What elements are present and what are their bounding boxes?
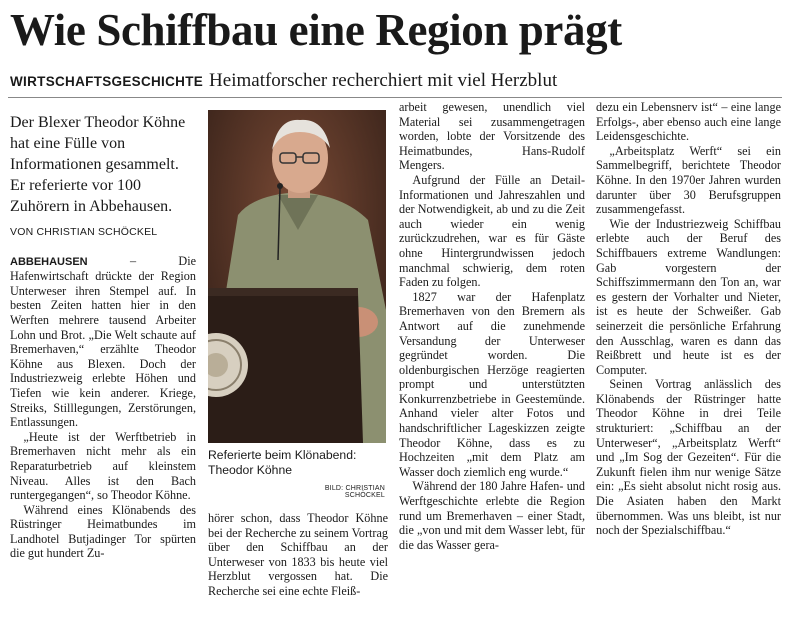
body-paragraph: Wie der Industriezweig Schiffbau erlebte auch der Beruf des Schiffbauers extreme Wandlungen: Gab vorgestern der Schiffszimmermann den Ton an, war es gestern der Vorhalter und Nieter, ist es heute der Schweißer. Gab seinerzeit die persönliche Erfahrung den Ausschlag, waren es dann das Reißbrett und heute ist es der Computer. xyxy=(596,216,781,377)
speaker-photo xyxy=(208,110,386,443)
body-paragraph: arbeit gewesen, unendlich viel Material sei zusammengetragen worden, lobte der Vorsitzende des Heimatbundes, Hans-Rudolf Mengers. xyxy=(399,100,585,173)
divider-rule xyxy=(8,97,782,98)
body-paragraph: dezu ein Lebensnerv ist“ – eine lange Erfolgs-, aber ebenso auch eine lange Leidensgeschichte. xyxy=(596,100,781,144)
kicker: WIRTSCHAFTSGESCHICHTE xyxy=(10,74,204,89)
column-1 xyxy=(10,100,196,615)
photo-credit: BILD: CHRISTIAN SCHÖCKEL xyxy=(324,485,385,499)
photo-illustration xyxy=(208,110,386,443)
byline: VON CHRISTIAN SCHÖCKEL xyxy=(10,226,158,238)
body-paragraph: 1827 war der Hafenplatz Bremerhaven von den Bremern als Antwort auf die zunehmende Versandung der Unterweser gegründet worden. Die oldenburgischen Herzöge reagierten prompt und unterstützten Konkurrenzbetriebe in Geestemünde. Anhand vieler alter Fotos und handschriftlicher Lageskizzen zeigte Theodor Köhne, dass es zu Hochzeiten „mit dem Platz am Wasser doch ziemlich eng wurde.“ xyxy=(399,289,585,479)
headline: Wie Schiffbau eine Region prägt xyxy=(10,5,622,55)
column-4 xyxy=(596,100,781,615)
lead-paragraph: Der Blexer Theodor Köhne hat eine Fülle von Informationen gesammelt. Er referierte vor 100 Zuhörern in Abbehausen. xyxy=(10,114,186,215)
body-paragraph: Während der 180 Jahre Hafen- und Werftgeschichte erlebte die Region rund um Bremerhaven – einer Stadt, die „von und mit dem Wasser lebt, für die das Wasser gera- xyxy=(399,479,585,552)
column-3 xyxy=(399,100,585,615)
body-paragraph: hörer schon, dass Theodor Köhne bei der Recherche zu seinem Vortrag über den Schiffbau an der Unterweser von 1833 bis heute viel Herzblut vergossen hat. Die Recherche sei eine echte Fleiß- xyxy=(208,511,388,598)
subline xyxy=(10,70,785,92)
body-paragraph: Seinen Vortrag anlässlich des Klönabends der Rüstringer hatte Theodor Köhne in drei Teile strukturiert: „Schiffbau an der Unterweser“, „Arbeitsplatz Werft“ und „Im Sog der Gezeiten“. Für die Zukunft fielen ihm nur wenige Sätze ein: „Es sieht absolut nicht rosig aus. Die Asiaten haben den Markt übernommen. Was uns bleibt, ist nur noch der Spezialschiffbau.“ xyxy=(596,377,781,538)
body-paragraph: Aufgrund der Fülle an Detail-Informationen und Jahreszahlen und der Notwendigkeit, ab und zu die Zeit auch wieder ein wenig zurückzudrehen, war es für Gäste ohne Hintergrundwissen jedoch manchmal schwierig, dem roten Faden zu folgen. xyxy=(399,172,585,290)
body-paragraph: ABBEHAUSEN – Die Hafenwirtschaft drückte der Region Unterweser ihren Stempel auf. In besten Zeiten hatten hier in den Werften mehrere tausend Arbeiter Lohn und Brot. „Die Welt schaute auf Bremerhaven,“ erzählte Theodor Köhne aus Blexen. Doch der Industriezweig erlebte Höhen und Tiefen wie kein anderer. Kriege, Streiks, Stilllegungen, Zerstörungen, Entlassungen. xyxy=(10,253,196,430)
body-paragraph: „Arbeitsplatz Werft“ sei ein Sammelbegriff, berichtete Theodor Köhne. In den 1970er Jahren wurden darunter über 30 Berufsgruppen zusammengefasst. xyxy=(596,143,781,217)
dateline: ABBEHAUSEN xyxy=(10,255,88,268)
body-paragraph: „Heute ist der Werftbetrieb in Bremerhaven nicht mehr als ein Reparaturbetrieb auf kleinstem Niveau. Alles ist den Bach runtergegangen“, so Theodor Köhne. xyxy=(10,429,196,503)
photo-caption: Referierte beim Klönabend: Theodor Köhne xyxy=(208,448,357,477)
subtitle: Heimatforscher recherchiert mit viel Herzblut xyxy=(209,70,558,91)
column-2-bottom xyxy=(208,511,388,615)
body-paragraph: Während eines Klönabends des Rüstringer Heimatbundes im Landhotel Butjadinger Tor spürten die gut hundert Zu- xyxy=(10,502,196,561)
